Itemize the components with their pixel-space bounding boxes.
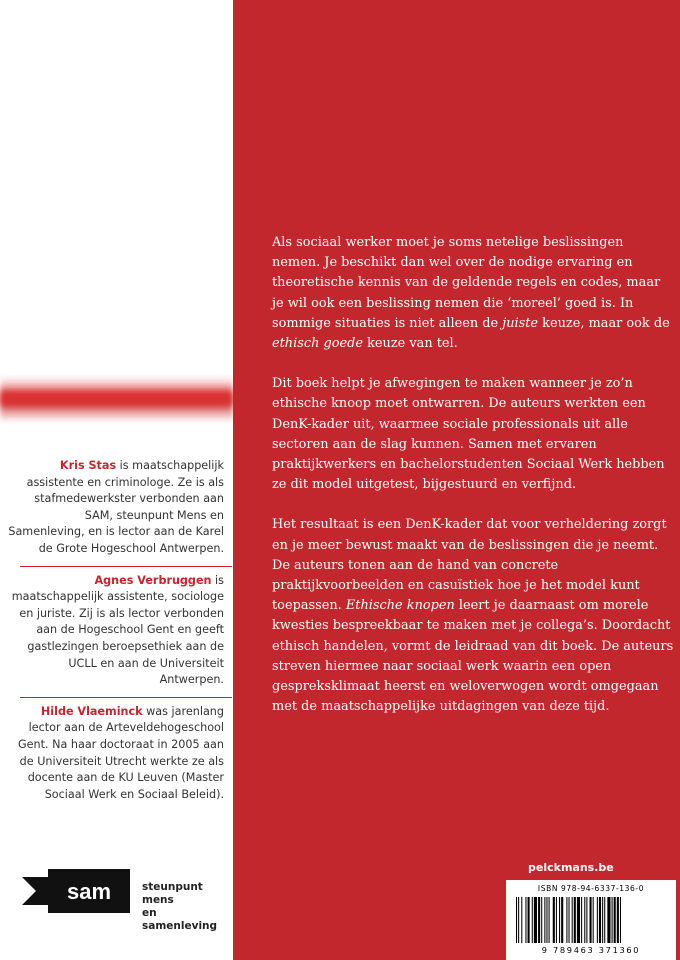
logo-caption (142, 881, 233, 933)
logo-line-2: en samenleving (142, 907, 218, 932)
blurb-paragraph-3 (272, 515, 674, 717)
author-name: Hilde Vlaeminck (40, 704, 143, 718)
barcode-bar (532, 897, 533, 943)
barcode-bar (574, 897, 576, 943)
barcode-bar (518, 897, 519, 943)
author-bio-text: is maatschappelijk assistente, sociologe en juriste. Zij is als lector verbonden aan de Hogeschool Gent en geeft gastlezingen beroepsethiek aan de UCLL en aan de Universiteit Antwerpen. (11, 573, 224, 687)
barcode-bars (516, 897, 666, 943)
text-run: keuze van tel. (363, 336, 458, 352)
barcode-bar (581, 897, 582, 943)
barcode-bar (566, 897, 567, 943)
blurb-paragraph-1 (272, 233, 674, 354)
barcode-bar (544, 897, 545, 943)
barcode-bar (521, 897, 522, 943)
barcode-bar (584, 897, 585, 943)
book-title-emphasis: Ethische knopen (345, 598, 455, 614)
barcode-number: 9 789463 371360 (541, 945, 641, 955)
bio-kris-stas (8, 458, 224, 558)
divider (20, 697, 232, 698)
barcode-bar (586, 897, 587, 943)
barcode-bar (607, 897, 610, 943)
barcode-bar (577, 897, 580, 943)
barcode-bar (525, 897, 526, 943)
barcode-bar (528, 897, 530, 943)
barcode-bar (604, 897, 605, 943)
barcode-bar (561, 897, 563, 943)
text-run: leert je daarnaast om morele kwesties bespreekbaar te maken met je collega’s. Doordacht ethisch handelen, vormt de leidraad van dit boek. De auteurs streven hiermee naar sociaal werk waarin een open gespreksklimaat heerst en weloverwogen wordt omgegaan met de maatschappelijke uitdagingen van deze tijd. (272, 598, 674, 715)
author-name: Kris Stas (59, 459, 117, 472)
logo-line-1: steunpunt mens (142, 881, 203, 906)
barcode-bar (559, 897, 560, 943)
barcode (506, 880, 676, 960)
blurb (272, 233, 674, 737)
blurb-paragraph-2: Dit boek helpt je afwegingen te maken wanneer je zo’n ethische knoop moet ontwarren. De auteurs werkten een DenK-kader uit, waarmee sociale professionals uit alle sectoren aan de slag kunnen. Samen met ervaren praktijkwerkers en bachelorstudenten Sociaal Werk hebben ze dit model uitgetest, bijgestuurd en verfijnd. (272, 376, 665, 493)
barcode-bar (620, 897, 621, 943)
barcode-bar (590, 897, 592, 943)
sam-logo (22, 869, 130, 913)
bio-agnes-verbruggen (8, 573, 224, 689)
barcode-bar (617, 897, 619, 943)
barcode-bar (614, 897, 616, 943)
barcode-bar (546, 897, 547, 943)
logo-arrow-shape (22, 877, 52, 905)
barcode-bar (516, 897, 517, 943)
barcode-bar (556, 897, 557, 943)
author-bio-text: is maatschappelijk assistente en criminologe. Ze is als stafmedewerkster verbonden aan SAM, steunpunt Mens en Samenleving, en is lector aan de Karel de Grote Hogeschool Antwerpen. (8, 459, 224, 555)
author-name: Agnes Verbruggen (94, 573, 212, 587)
red-rope-highlight (0, 394, 233, 404)
barcode-bar (602, 897, 603, 943)
barcode-bar (534, 897, 537, 943)
divider (20, 566, 232, 567)
author-bios (8, 458, 224, 803)
author-bio-text: was jarenlang lector aan de Arteveldehogeschool Gent. Na haar doctoraat in 2005 aan de Universiteit Utrecht werkte ze als docente aan de KU Leuven (Master Sociaal Werk en Sociaal Beleid). (17, 704, 224, 801)
publisher-url: pelckmans.be (528, 861, 614, 874)
text-run: keuze, maar ook de (538, 315, 670, 331)
barcode-bar (572, 897, 573, 943)
barcode-bar (597, 897, 598, 943)
barcode-bar (593, 897, 594, 943)
text-run: Als sociaal werker moet je soms netelige beslissingen nemen. Je beschikt dan wel over de nodige ervaring en theoretische kennis van de geldende regels en codes, maar je wil ook een beslissing nemen die ‘moreel’ goed is. In sommige situaties is niet alleen de (272, 235, 661, 331)
emphasis: ethisch goede (272, 336, 363, 352)
barcode-bar (549, 897, 550, 943)
emphasis: juiste (502, 315, 539, 331)
barcode-bar (553, 897, 555, 943)
barcode-bar (538, 897, 540, 943)
barcode-bar (599, 897, 601, 943)
barcode-bar (569, 897, 570, 943)
barcode-bar (612, 897, 613, 943)
text-run: Het resultaat is een DenK-kader dat voor verheldering zorgt en je meer bewust maakt van de beslissingen die je neemt. De auteurs tonen aan de hand van concrete praktijkvoorbeelden en casuïstiek hoe je het model kunt toepassen. (272, 517, 667, 614)
barcode-bar (541, 897, 542, 943)
logo-mark: sam (66, 879, 112, 904)
left-panel (0, 0, 233, 960)
bio-hilde-vlaeminck (8, 704, 224, 804)
isbn-label: ISBN 978-94-6337-136-0 (537, 884, 645, 893)
